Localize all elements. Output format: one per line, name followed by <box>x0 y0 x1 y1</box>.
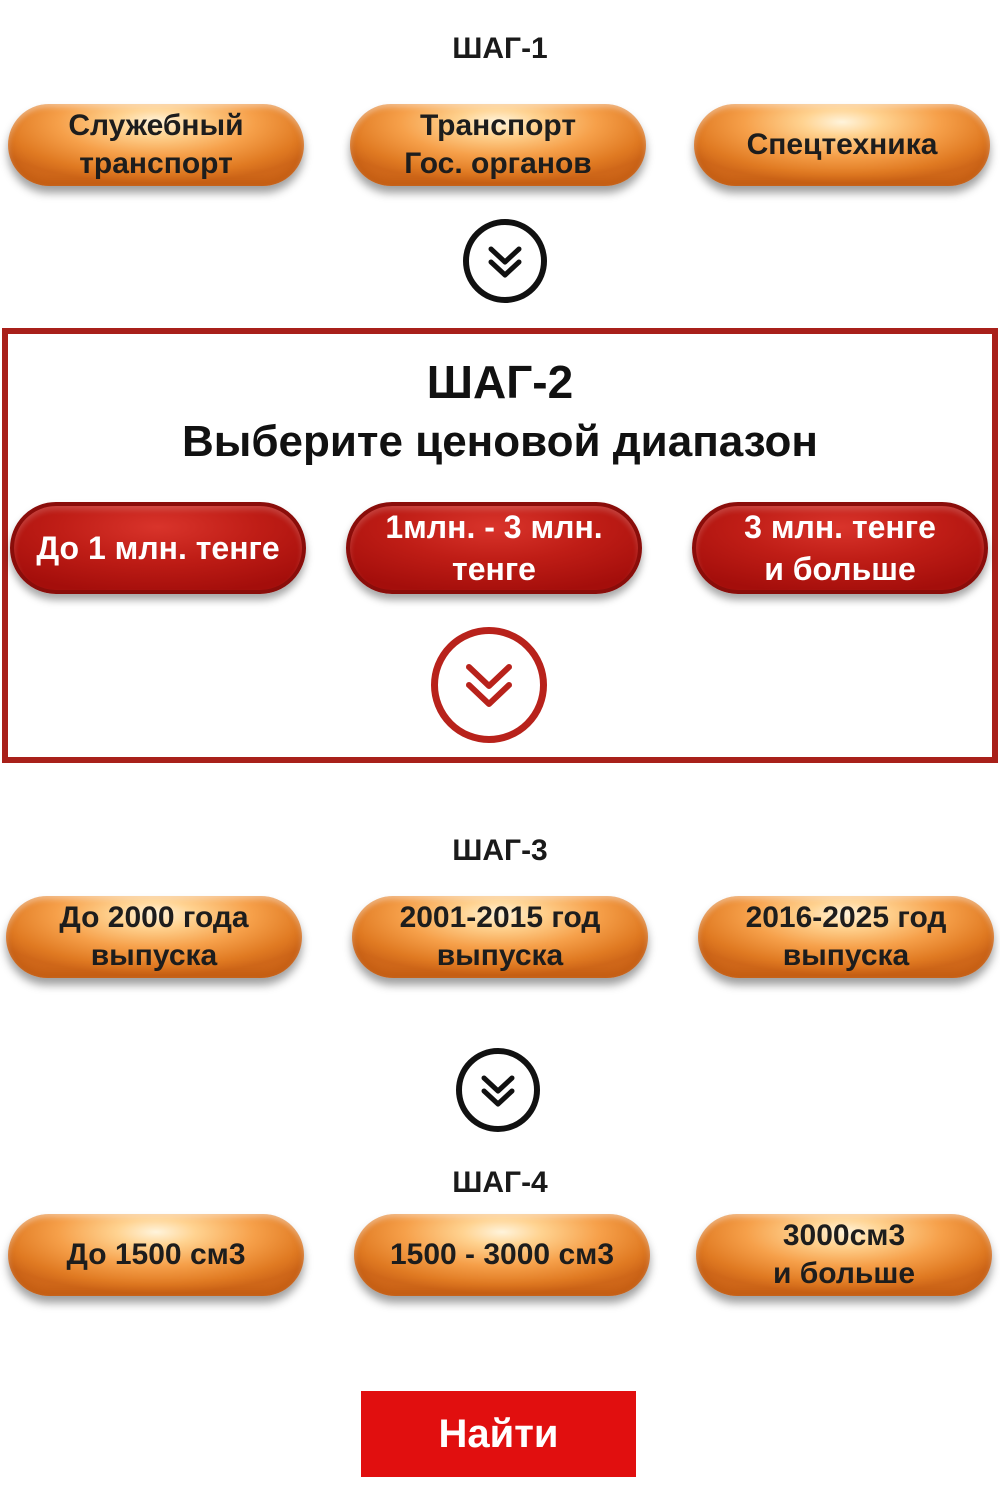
step3-option-2016-2025[interactable] <box>698 896 994 978</box>
option-label-line1: 1500 - 3000 см3 <box>389 1238 615 1271</box>
option-label-line2: транспорт <box>79 147 233 180</box>
step4-title: ШАГ-4 <box>452 1166 548 1199</box>
step1-option-service-transport[interactable] <box>8 104 304 186</box>
option-label-line1: Служебный <box>68 109 244 142</box>
option-label-line1: 1млн. - 3 млн. <box>385 509 603 545</box>
option-label-line1: 3000см3 <box>782 1219 906 1252</box>
option-label-line2: выпуска <box>90 939 218 972</box>
double-chevron-down-icon <box>456 1048 540 1132</box>
step4-option-3000-and-more[interactable] <box>696 1214 992 1296</box>
option-label-line2: и больше <box>772 1257 916 1290</box>
step3-title: ШАГ-3 <box>452 834 548 867</box>
option-label-line1: До 1 млн. тенге <box>36 530 280 566</box>
search-button[interactable]: Найти <box>361 1391 636 1477</box>
option-label-line2: тенге <box>452 551 536 587</box>
step1-option-special-equipment[interactable] <box>694 104 990 186</box>
option-label-line2: и больше <box>764 551 916 587</box>
option-label-line1: Спецтехника <box>746 128 938 161</box>
step2-option-up-to-1m[interactable] <box>10 502 306 594</box>
option-label-line2: Гос. органов <box>404 147 592 180</box>
option-label-line1: До 1500 см3 <box>66 1238 246 1271</box>
option-label-line1: До 2000 года <box>59 901 249 934</box>
step4-option-up-to-1500[interactable] <box>8 1214 304 1296</box>
double-chevron-down-icon-glyph <box>481 237 529 285</box>
step2-subtitle: Выберите ценовой диапазон <box>181 417 819 466</box>
step4-option-1500-3000[interactable] <box>354 1214 650 1296</box>
double-chevron-down-icon-glyph <box>474 1066 522 1114</box>
step1-option-government-transport[interactable] <box>350 104 646 186</box>
step1-title: ШАГ-1 <box>452 32 548 65</box>
double-chevron-down-icon-glyph <box>456 652 522 718</box>
option-label-line2: выпуска <box>782 939 910 972</box>
step3-option-before-2000[interactable] <box>6 896 302 978</box>
option-label-line2: выпуска <box>436 939 564 972</box>
step2-option-3m-and-more[interactable] <box>692 502 988 594</box>
step2-option-1m-to-3m[interactable] <box>346 502 642 594</box>
step2-title: ШАГ-2 <box>426 356 574 408</box>
option-label-line1: 3 млн. тенге <box>744 509 936 545</box>
option-label-line1: Транспорт <box>419 109 577 142</box>
step3-option-2001-2015[interactable] <box>352 896 648 978</box>
double-chevron-down-icon <box>463 219 547 303</box>
double-chevron-down-icon <box>431 627 547 743</box>
option-label-line1: 2016-2025 год <box>745 901 947 934</box>
option-label-line1: 2001-2015 год <box>399 901 601 934</box>
